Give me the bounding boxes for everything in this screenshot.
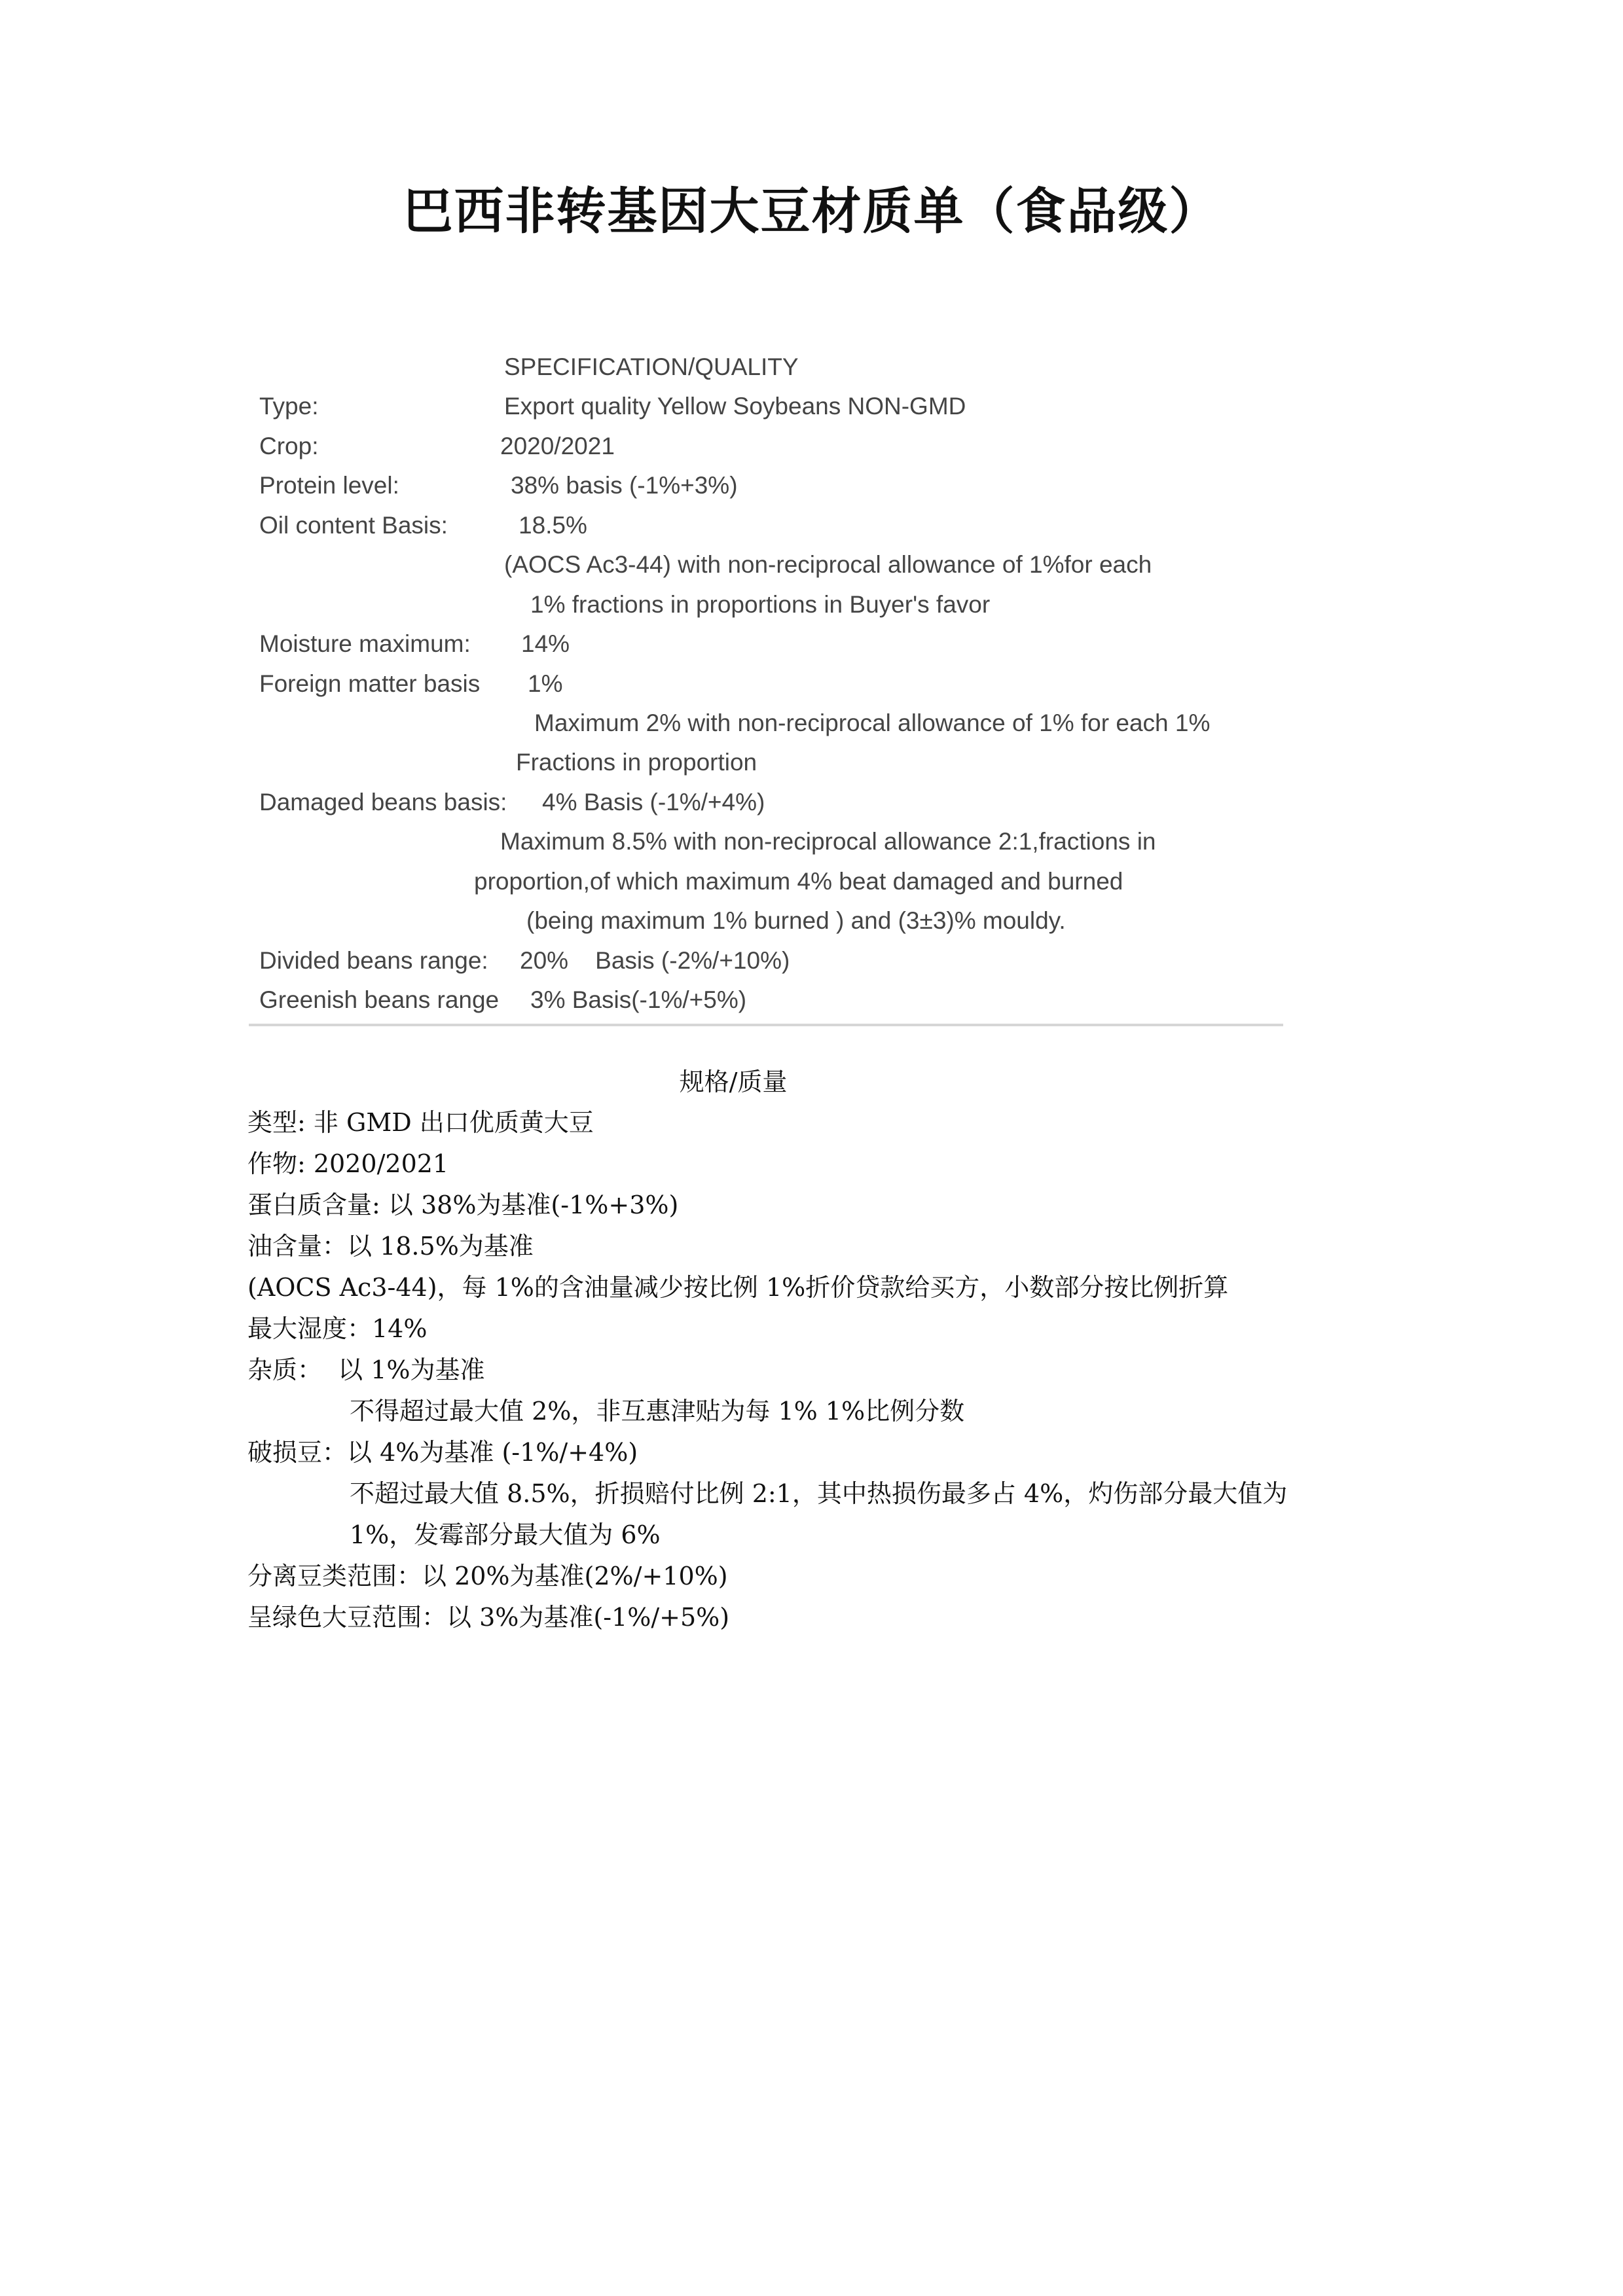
foreign-note-1: Maximum 2% with non-reciprocal allowance of 1% for each 1%	[534, 709, 1211, 736]
damaged-note-3: (being maximum 1% burned ) and (3±3)% mouldy.	[526, 907, 1066, 934]
foreign-value: 1%	[528, 670, 563, 697]
oil-value: 18.5%	[519, 512, 587, 539]
translation-oil-note: (AOCS Ac3-44)，每 1%的含油量减少按比例 1%折价贷款给买方，小数部分按比例折算	[247, 1273, 1229, 1302]
greenish-value: 3% Basis(-1%/+5%)	[530, 986, 747, 1013]
spec-heading: SPECIFICATION/QUALITY	[504, 353, 799, 380]
translation-damaged-note-2: 1%，发霉部分最大值为 6%	[350, 1520, 661, 1549]
greenish-label: Greenish beans range	[259, 986, 500, 1013]
oil-note-2: 1% fractions in proportions in Buyer's favor	[530, 591, 991, 618]
type-label: Type:	[259, 393, 319, 420]
damaged-label: Damaged beans basis:	[259, 789, 507, 816]
translation-foreign-note: 不得超过最大值 2%，非互惠津贴为每 1% 1%比例分数	[350, 1397, 965, 1426]
oil-note-1: (AOCS Ac3-44) with non-reciprocal allowance of 1%for each	[504, 551, 1152, 578]
foreign-note-2: Fractions in proportion	[516, 749, 757, 776]
foreign-label: Foreign matter basis	[259, 670, 481, 697]
translation-damaged-note-1: 不超过最大值 8.5%，折损赔付比例 2:1，其中热损伤最多占 4%，灼伤部分最大值为	[350, 1479, 1288, 1508]
spec-divider	[249, 1024, 1283, 1026]
protein-value: 38% basis (-1%+3%)	[511, 472, 738, 499]
translation-divided: 分离豆类范围：以 20%为基准(2%/+10%)	[247, 1562, 728, 1590]
crop-label: Crop:	[259, 433, 319, 459]
damaged-value: 4% Basis (-1%/+4%)	[542, 789, 765, 816]
translation-greenish: 呈绿色大豆范围：以 3%为基准(-1%/+5%)	[247, 1603, 730, 1632]
translation-crop: 作物: 2020/2021	[247, 1149, 449, 1178]
crop-value: 2020/2021	[500, 433, 615, 459]
type-value: Export quality Yellow Soybeans NON-GMD	[504, 393, 966, 420]
translation-moisture: 最大湿度：14%	[247, 1314, 428, 1343]
document-title: 巴西非转基因大豆材质单（食品级）	[403, 182, 1220, 240]
translation-type: 类型: 非 GMD 出口优质黄大豆	[247, 1108, 594, 1137]
moisture-value: 14%	[521, 630, 570, 657]
translation-damaged: 破损豆：以 4%为基准 (-1%/+4%)	[247, 1438, 638, 1467]
translation-foreign: 杂质： 以 1%为基准	[247, 1355, 485, 1384]
oil-label: Oil content Basis:	[259, 512, 448, 539]
divided-value: 20% Basis (-2%/+10%)	[520, 947, 790, 974]
translation-protein: 蛋白质含量: 以 38%为基准(-1%+3%)	[247, 1191, 679, 1219]
translation-heading: 规格/质量	[679, 1067, 788, 1096]
divided-label: Divided beans range:	[259, 947, 488, 974]
moisture-label: Moisture maximum:	[259, 630, 471, 657]
translation-oil: 油含量：以 18.5%为基准	[247, 1232, 534, 1261]
protein-label: Protein level:	[259, 472, 399, 499]
specification-image	[249, 340, 1283, 1031]
damaged-note-1: Maximum 8.5% with non-reciprocal allowance 2:1,fractions in	[500, 828, 1156, 855]
damaged-note-2: proportion,of which maximum 4% beat damaged and burned	[474, 868, 1123, 895]
